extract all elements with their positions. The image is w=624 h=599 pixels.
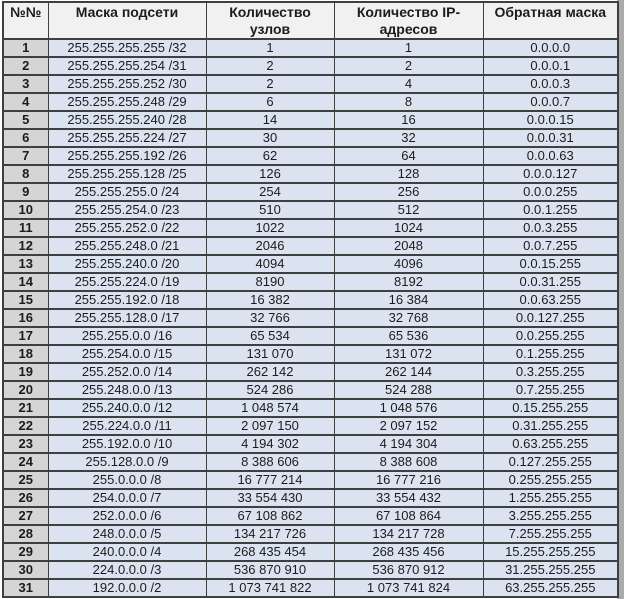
- row-number-cell: 28: [3, 525, 48, 543]
- table-row: [3, 543, 618, 561]
- wildcard-mask-cell: 0.7.255.255: [483, 381, 618, 399]
- wildcard-mask-cell: 15.255.255.255: [483, 543, 618, 561]
- host-count-cell: 126: [206, 165, 334, 183]
- host-count-cell: 33 554 430: [206, 489, 334, 507]
- ip-count-cell: 1 073 741 824: [334, 579, 483, 597]
- table-row: [3, 111, 618, 129]
- ip-count-cell: 64: [334, 147, 483, 165]
- column-header-ip-count-label: Количество IP-адресов: [356, 4, 461, 37]
- subnet-mask-cell: 255.255.255.128 /25: [48, 165, 206, 183]
- row-number-cell: 11: [3, 219, 48, 237]
- host-count-cell: 2: [206, 57, 334, 75]
- row-number-cell: 10: [3, 201, 48, 219]
- table-row: [3, 183, 618, 201]
- table-row: [3, 435, 618, 453]
- subnet-mask-cell: 255.252.0.0 /14: [48, 363, 206, 381]
- wildcard-mask-cell: 0.0.63.255: [483, 291, 618, 309]
- subnet-mask-cell: 224.0.0.0 /3: [48, 561, 206, 579]
- ip-count-cell: 1: [334, 39, 483, 57]
- subnet-mask-cell: 255.128.0.0 /9: [48, 453, 206, 471]
- row-number-cell: 4: [3, 93, 48, 111]
- subnet-mask-cell: 240.0.0.0 /4: [48, 543, 206, 561]
- row-number-cell: 12: [3, 237, 48, 255]
- host-count-cell: 6: [206, 93, 334, 111]
- host-count-cell: 14: [206, 111, 334, 129]
- wildcard-mask-cell: 0.0.0.127: [483, 165, 618, 183]
- host-count-cell: 510: [206, 201, 334, 219]
- table-row: [3, 525, 618, 543]
- ip-count-cell: 128: [334, 165, 483, 183]
- host-count-cell: 1022: [206, 219, 334, 237]
- table-body: [3, 39, 618, 597]
- ip-count-cell: 32 768: [334, 309, 483, 327]
- host-count-cell: 536 870 910: [206, 561, 334, 579]
- subnet-mask-cell: 255.255.128.0 /17: [48, 309, 206, 327]
- ip-count-cell: 262 144: [334, 363, 483, 381]
- column-header-number-label: №№: [10, 4, 42, 20]
- table-header-row: [3, 2, 618, 39]
- host-count-cell: 4 194 302: [206, 435, 334, 453]
- ip-count-cell: 524 288: [334, 381, 483, 399]
- column-header-host-count-label: Количество узлов: [229, 4, 311, 37]
- row-number-cell: 19: [3, 363, 48, 381]
- table-row: [3, 489, 618, 507]
- host-count-cell: 8 388 606: [206, 453, 334, 471]
- ip-count-cell: 4: [334, 75, 483, 93]
- table-row: [3, 219, 618, 237]
- wildcard-mask-cell: 0.127.255.255: [483, 453, 618, 471]
- wildcard-mask-cell: 0.0.0.1: [483, 57, 618, 75]
- column-header-host-count: [206, 2, 334, 39]
- wildcard-mask-cell: 0.0.0.31: [483, 129, 618, 147]
- host-count-cell: 32 766: [206, 309, 334, 327]
- subnet-mask-cell: 255.255.255.248 /29: [48, 93, 206, 111]
- table-row: [3, 255, 618, 273]
- ip-count-cell: 65 536: [334, 327, 483, 345]
- table-row: [3, 363, 618, 381]
- wildcard-mask-cell: 3.255.255.255: [483, 507, 618, 525]
- row-number-cell: 8: [3, 165, 48, 183]
- host-count-cell: 134 217 726: [206, 525, 334, 543]
- subnet-mask-cell: 255.255.224.0 /19: [48, 273, 206, 291]
- row-number-cell: 22: [3, 417, 48, 435]
- row-number-cell: 17: [3, 327, 48, 345]
- row-number-cell: 29: [3, 543, 48, 561]
- table-row: [3, 201, 618, 219]
- wildcard-mask-cell: 0.3.255.255: [483, 363, 618, 381]
- wildcard-mask-cell: 0.63.255.255: [483, 435, 618, 453]
- wildcard-mask-cell: 0.1.255.255: [483, 345, 618, 363]
- row-number-cell: 21: [3, 399, 48, 417]
- ip-count-cell: 2 097 152: [334, 417, 483, 435]
- wildcard-mask-cell: 0.0.1.255: [483, 201, 618, 219]
- host-count-cell: 67 108 862: [206, 507, 334, 525]
- ip-count-cell: 4 194 304: [334, 435, 483, 453]
- ip-count-cell: 16: [334, 111, 483, 129]
- ip-count-cell: 1024: [334, 219, 483, 237]
- wildcard-mask-cell: 0.0.7.255: [483, 237, 618, 255]
- host-count-cell: 62: [206, 147, 334, 165]
- column-header-subnet-mask-label: Маска подсети: [75, 4, 179, 20]
- table-row: [3, 39, 618, 57]
- table-row: [3, 75, 618, 93]
- host-count-cell: 1 073 741 822: [206, 579, 334, 597]
- host-count-cell: 262 142: [206, 363, 334, 381]
- row-number-cell: 26: [3, 489, 48, 507]
- ip-count-cell: 2048: [334, 237, 483, 255]
- host-count-cell: 16 382: [206, 291, 334, 309]
- table-row: [3, 417, 618, 435]
- ip-count-cell: 134 217 728: [334, 525, 483, 543]
- subnet-mask-cell: 255.255.255.224 /27: [48, 129, 206, 147]
- column-header-ip-count: [334, 2, 483, 39]
- wildcard-mask-cell: 0.0.0.255: [483, 183, 618, 201]
- subnet-mask-cell: 192.0.0.0 /2: [48, 579, 206, 597]
- row-number-cell: 25: [3, 471, 48, 489]
- wildcard-mask-cell: 0.0.3.255: [483, 219, 618, 237]
- host-count-cell: 1 048 574: [206, 399, 334, 417]
- column-header-wildcard-mask-label: Обратная маска: [494, 4, 607, 20]
- row-number-cell: 14: [3, 273, 48, 291]
- table-row: [3, 237, 618, 255]
- host-count-cell: 1: [206, 39, 334, 57]
- ip-count-cell: 1 048 576: [334, 399, 483, 417]
- subnet-mask-cell: 248.0.0.0 /5: [48, 525, 206, 543]
- host-count-cell: 2: [206, 75, 334, 93]
- row-number-cell: 6: [3, 129, 48, 147]
- subnet-mask-cell: 255.248.0.0 /13: [48, 381, 206, 399]
- ip-count-cell: 4096: [334, 255, 483, 273]
- ip-count-cell: 33 554 432: [334, 489, 483, 507]
- table-row: [3, 561, 618, 579]
- table-row: [3, 93, 618, 111]
- subnet-mask-cell: 254.0.0.0 /7: [48, 489, 206, 507]
- row-number-cell: 24: [3, 453, 48, 471]
- table-row: [3, 165, 618, 183]
- subnet-mask-cell: 252.0.0.0 /6: [48, 507, 206, 525]
- table-row: [3, 57, 618, 75]
- host-count-cell: 254: [206, 183, 334, 201]
- row-number-cell: 2: [3, 57, 48, 75]
- wildcard-mask-cell: 1.255.255.255: [483, 489, 618, 507]
- subnet-mask-cell: 255.255.255.255 /32: [48, 39, 206, 57]
- wildcard-mask-cell: 63.255.255.255: [483, 579, 618, 597]
- subnet-mask-cell: 255.255.255.254 /31: [48, 57, 206, 75]
- table-row: [3, 273, 618, 291]
- subnet-mask-cell: 255.255.255.0 /24: [48, 183, 206, 201]
- table-row: [3, 453, 618, 471]
- row-number-cell: 3: [3, 75, 48, 93]
- subnet-mask-cell: 255.255.255.252 /30: [48, 75, 206, 93]
- subnet-mask-cell: 255.255.252.0 /22: [48, 219, 206, 237]
- host-count-cell: 524 286: [206, 381, 334, 399]
- table-row: [3, 471, 618, 489]
- column-header-number: [3, 2, 48, 39]
- row-number-cell: 16: [3, 309, 48, 327]
- row-number-cell: 23: [3, 435, 48, 453]
- ip-count-cell: 67 108 864: [334, 507, 483, 525]
- ip-count-cell: 256: [334, 183, 483, 201]
- host-count-cell: 65 534: [206, 327, 334, 345]
- subnet-mask-cell: 255.255.255.240 /28: [48, 111, 206, 129]
- table-row: [3, 291, 618, 309]
- wildcard-mask-cell: 0.0.0.7: [483, 93, 618, 111]
- ip-count-cell: 16 384: [334, 291, 483, 309]
- ip-count-cell: 16 777 216: [334, 471, 483, 489]
- row-number-cell: 20: [3, 381, 48, 399]
- table-row: [3, 399, 618, 417]
- subnet-mask-cell: 255.255.255.192 /26: [48, 147, 206, 165]
- row-number-cell: 27: [3, 507, 48, 525]
- wildcard-mask-cell: 31.255.255.255: [483, 561, 618, 579]
- wildcard-mask-cell: 0.0.0.63: [483, 147, 618, 165]
- subnet-mask-cell: 255.255.248.0 /21: [48, 237, 206, 255]
- subnet-mask-cell: 255.255.0.0 /16: [48, 327, 206, 345]
- table-row: [3, 507, 618, 525]
- host-count-cell: 8190: [206, 273, 334, 291]
- wildcard-mask-cell: 0.31.255.255: [483, 417, 618, 435]
- ip-count-cell: 2: [334, 57, 483, 75]
- ip-count-cell: 8192: [334, 273, 483, 291]
- subnet-mask-cell: 255.0.0.0 /8: [48, 471, 206, 489]
- host-count-cell: 30: [206, 129, 334, 147]
- table-row: [3, 309, 618, 327]
- row-number-cell: 13: [3, 255, 48, 273]
- host-count-cell: 268 435 454: [206, 543, 334, 561]
- wildcard-mask-cell: 0.0.31.255: [483, 273, 618, 291]
- host-count-cell: 4094: [206, 255, 334, 273]
- subnet-mask-cell: 255.255.254.0 /23: [48, 201, 206, 219]
- ip-count-cell: 8 388 608: [334, 453, 483, 471]
- wildcard-mask-cell: 0.0.0.0: [483, 39, 618, 57]
- row-number-cell: 31: [3, 579, 48, 597]
- row-number-cell: 18: [3, 345, 48, 363]
- wildcard-mask-cell: 7.255.255.255: [483, 525, 618, 543]
- ip-count-cell: 268 435 456: [334, 543, 483, 561]
- wildcard-mask-cell: 0.0.0.15: [483, 111, 618, 129]
- wildcard-mask-cell: 0.15.255.255: [483, 399, 618, 417]
- table-row: [3, 147, 618, 165]
- host-count-cell: 2 097 150: [206, 417, 334, 435]
- row-number-cell: 9: [3, 183, 48, 201]
- table-row: [3, 129, 618, 147]
- ip-count-cell: 536 870 912: [334, 561, 483, 579]
- wildcard-mask-cell: 0.0.0.3: [483, 75, 618, 93]
- row-number-cell: 7: [3, 147, 48, 165]
- subnet-mask-cell: 255.255.192.0 /18: [48, 291, 206, 309]
- wildcard-mask-cell: 0.0.255.255: [483, 327, 618, 345]
- table-row: [3, 381, 618, 399]
- row-number-cell: 1: [3, 39, 48, 57]
- row-number-cell: 15: [3, 291, 48, 309]
- host-count-cell: 16 777 214: [206, 471, 334, 489]
- row-number-cell: 30: [3, 561, 48, 579]
- column-header-wildcard-mask: [483, 2, 618, 39]
- ip-count-cell: 512: [334, 201, 483, 219]
- subnet-mask-cell: 255.255.240.0 /20: [48, 255, 206, 273]
- subnet-mask-cell: 255.224.0.0 /11: [48, 417, 206, 435]
- wildcard-mask-cell: 0.255.255.255: [483, 471, 618, 489]
- ip-count-cell: 8: [334, 93, 483, 111]
- wildcard-mask-cell: 0.0.15.255: [483, 255, 618, 273]
- table-row: [3, 345, 618, 363]
- subnet-mask-cell: 255.254.0.0 /15: [48, 345, 206, 363]
- ip-count-cell: 32: [334, 129, 483, 147]
- wildcard-mask-cell: 0.0.127.255: [483, 309, 618, 327]
- ip-count-cell: 131 072: [334, 345, 483, 363]
- subnet-mask-cell: 255.192.0.0 /10: [48, 435, 206, 453]
- host-count-cell: 131 070: [206, 345, 334, 363]
- table-row: [3, 579, 618, 597]
- subnet-mask-cell: 255.240.0.0 /12: [48, 399, 206, 417]
- table-row: [3, 327, 618, 345]
- row-number-cell: 5: [3, 111, 48, 129]
- subnet-mask-table: [2, 1, 619, 598]
- column-header-subnet-mask: [48, 2, 206, 39]
- host-count-cell: 2046: [206, 237, 334, 255]
